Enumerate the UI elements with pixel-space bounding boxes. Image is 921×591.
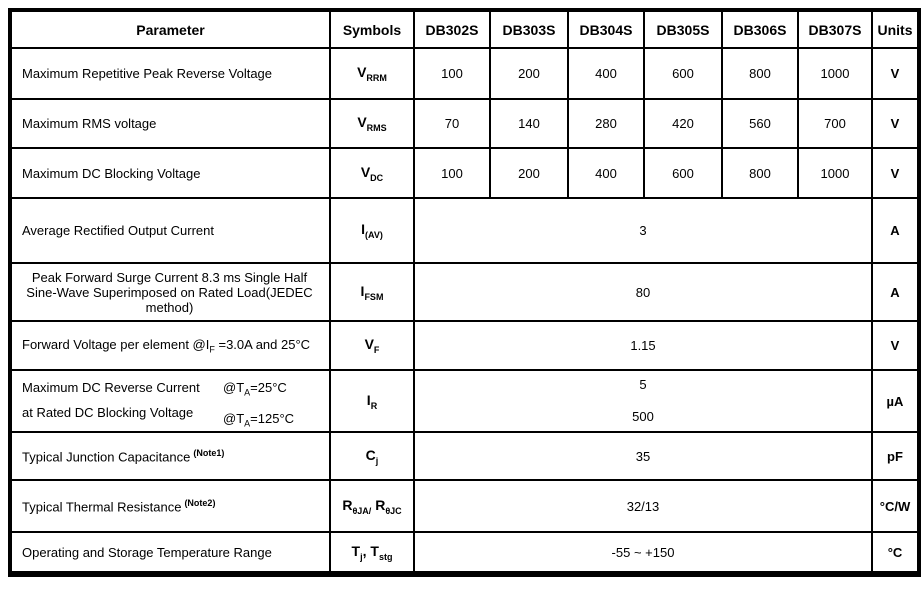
value-cell: 560 — [722, 99, 798, 148]
symbol-cell: $C_j$ — [330, 432, 414, 480]
table-row-tstg — [10, 532, 919, 574]
unit-cell: µA — [872, 370, 919, 432]
value-cell-merged: 1.15 — [414, 321, 872, 370]
unit-cell: V — [872, 148, 919, 198]
symbol-cell: $V_{RMS}$ — [330, 99, 414, 148]
value-cell-merged — [414, 370, 872, 432]
ir-value-125c: 500 — [632, 408, 654, 424]
value-cell-merged: -55 ~ +150 — [414, 532, 872, 574]
value-cell-merged: 32/13 — [414, 480, 872, 532]
symbol-cell: $I_{FSM}$ — [330, 263, 414, 321]
value-cell: 700 — [798, 99, 872, 148]
table-row-vrms — [10, 99, 919, 148]
value-cell-merged: 80 — [414, 263, 872, 321]
value-cell: 1000 — [798, 148, 872, 198]
header-model-db305s: DB305S — [644, 10, 722, 48]
symbol-cell: $V_{RRM}$ — [330, 48, 414, 99]
symbol-cell: $T_j$, $T_{stg}$ — [330, 532, 414, 574]
value-cell: 420 — [644, 99, 722, 148]
note-superscript: (Note2) — [184, 497, 216, 508]
unit-cell: °C/W — [872, 480, 919, 532]
value-cell: 280 — [568, 99, 644, 148]
table-row-ir — [10, 370, 919, 432]
parameter-cell: Maximum RMS voltage — [10, 99, 330, 148]
header-symbols: Symbols — [330, 10, 414, 48]
unit-cell: A — [872, 263, 919, 321]
unit-cell: pF — [872, 432, 919, 480]
ir-parameter-line1: Maximum DC Reverse Current — [22, 379, 200, 395]
unit-cell: °C — [872, 532, 919, 574]
value-cell: 140 — [490, 99, 568, 148]
ir-condition-125c: $@T_A=125^\circ C$ — [223, 410, 295, 429]
symbol-cell: $R_{\theta JA/}$ $R_{\theta JC}$ — [330, 480, 414, 532]
value-cell: 600 — [644, 48, 722, 99]
parameter-cell: Average Rectified Output Current — [10, 198, 330, 263]
header-model-db306s: DB306S — [722, 10, 798, 48]
parameter-cell — [10, 370, 330, 432]
header-units: Units — [872, 10, 919, 48]
unit-cell: V — [872, 48, 919, 99]
symbol-cell: $I_{(AV)}$ — [330, 198, 414, 263]
value-cell: 400 — [568, 148, 644, 198]
value-cell: 800 — [722, 48, 798, 99]
header-parameter: Parameter — [10, 10, 330, 48]
value-cell: 100 — [414, 48, 490, 99]
ir-condition-25c: $@T_A=25^\circ C$ — [223, 379, 287, 398]
unit-cell: V — [872, 99, 919, 148]
value-cell: 400 — [568, 48, 644, 99]
table-row-vrrm — [10, 48, 919, 99]
table-header-row — [10, 10, 919, 48]
parameter-cell: Peak Forward Surge Current 8.3 ms Single Half Sine-Wave Superimposed on Rated Load(JEDEC method) — [10, 263, 330, 321]
value-cell: 100 — [414, 148, 490, 198]
table-row-rth — [10, 480, 919, 532]
parameter-cell: Forward Voltage per element $@I_F =3.0A$ and 25°C — [10, 321, 330, 370]
table-row-vf — [10, 321, 919, 370]
unit-cell: V — [872, 321, 919, 370]
value-cell: 1000 — [798, 48, 872, 99]
value-cell: 800 — [722, 148, 798, 198]
header-model-db303s: DB303S — [490, 10, 568, 48]
value-cell-merged: 35 — [414, 432, 872, 480]
table-row-cj — [10, 432, 919, 480]
table-row-iav — [10, 198, 919, 263]
symbol-cell: $I_R$ — [330, 370, 414, 432]
table-row-ifsm — [10, 263, 919, 321]
value-cell: 200 — [490, 48, 568, 99]
value-cell-merged: 3 — [414, 198, 872, 263]
header-model-db302s: DB302S — [414, 10, 490, 48]
ir-parameter-line2: at Rated DC Blocking Voltage — [22, 404, 194, 420]
unit-cell: A — [872, 198, 919, 263]
ir-value-25c: 5 — [639, 377, 647, 393]
note-superscript: (Note1) — [193, 447, 225, 458]
parameter-cell: Typical Thermal Resistance $^{(Note2)}$ — [10, 480, 330, 532]
parameter-cell: Operating and Storage Temperature Range — [10, 532, 330, 574]
symbol-cell: $V_{DC}$ — [330, 148, 414, 198]
parameter-cell: Typical Junction Capacitance $^{(Note1)}$ — [10, 432, 330, 480]
value-cell: 600 — [644, 148, 722, 198]
table-row-vdc — [10, 148, 919, 198]
value-cell: 70 — [414, 99, 490, 148]
header-model-db304s: DB304S — [568, 10, 644, 48]
symbol-cell: $V_F$ — [330, 321, 414, 370]
header-model-db307s: DB307S — [798, 10, 872, 48]
parameter-cell: Maximum Repetitive Peak Reverse Voltage — [10, 48, 330, 99]
ratings-table — [8, 8, 921, 577]
value-cell: 200 — [490, 148, 568, 198]
parameter-cell: Maximum DC Blocking Voltage — [10, 148, 330, 198]
